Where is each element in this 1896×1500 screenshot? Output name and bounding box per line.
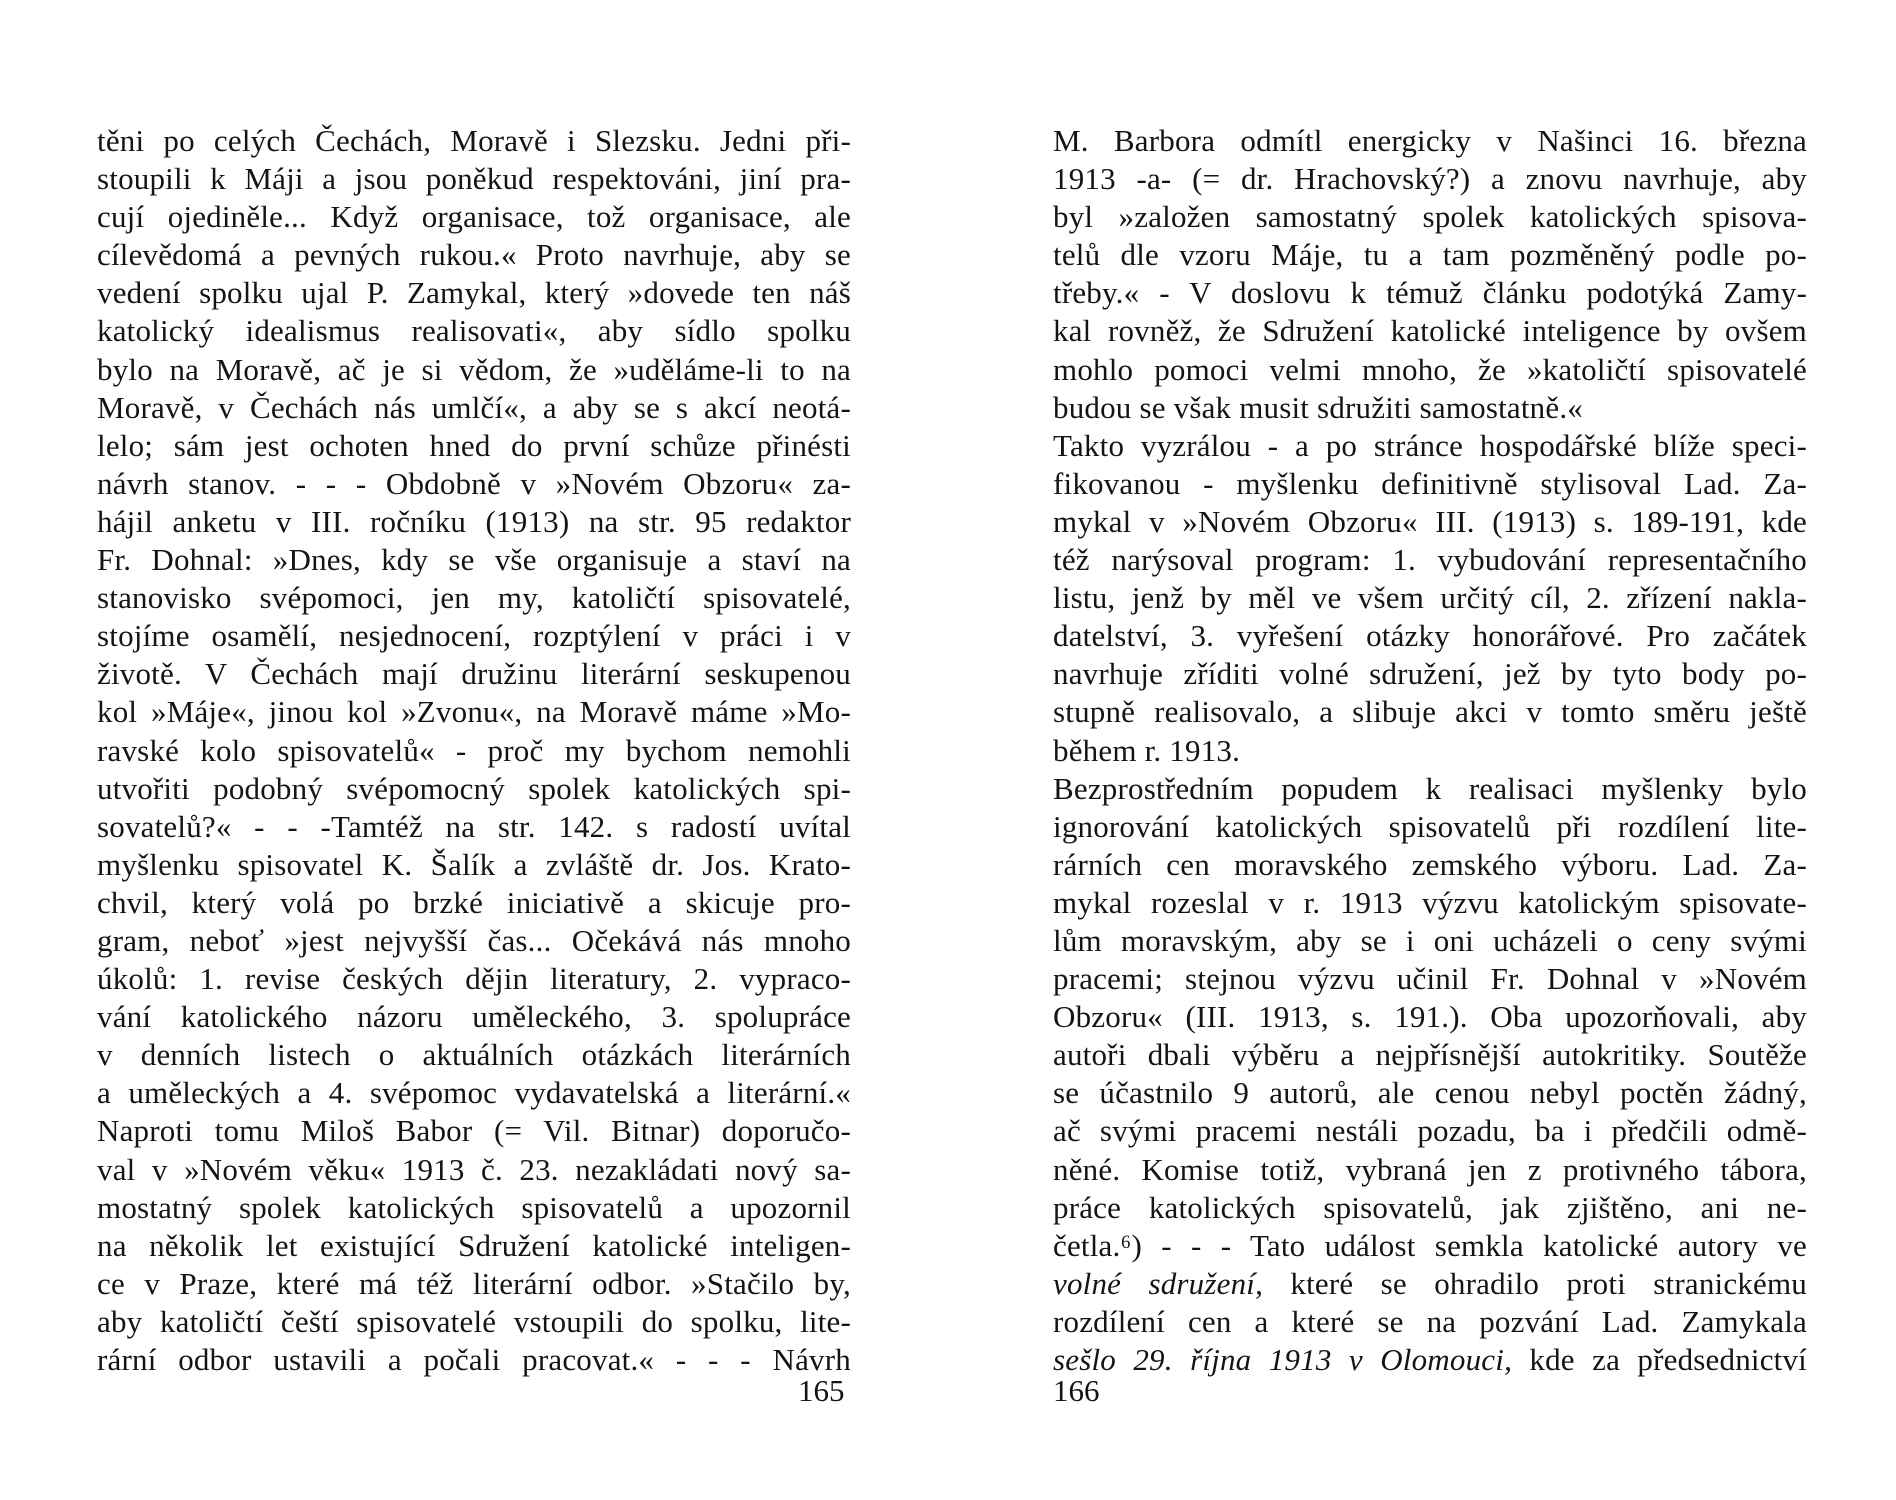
- text-line: ce v Praze, které má též literární odbor. »Stačilo by,: [97, 1265, 851, 1301]
- text-line: se účastnilo 9 autorů, ale cenou nebyl poctěn žádný,: [1053, 1075, 1807, 1111]
- text-line: životě. V Čechách mají družinu literární seskupenou: [97, 656, 851, 692]
- text-line: stanovisko svépomoci, jen my, katoličtí spisovatelé,: [97, 580, 851, 616]
- page-number: 165: [798, 1373, 845, 1408]
- text-line: Naproti tomu Miloš Babor (= Vil. Bitnar) doporučo-: [97, 1113, 851, 1149]
- text-line: četla.⁶) - - - Tato událost semkla katolické autory ve: [1053, 1227, 1807, 1263]
- text-line: Moravě, v Čechách nás umlčí«, a aby se s akcí neotá-: [97, 389, 851, 425]
- text-line: těni po celých Čechách, Moravě i Slezsku. Jedni při-: [97, 123, 851, 158]
- text-line: ignorování katolických spisovatelů při rozdílení lite-: [1053, 808, 1807, 844]
- text-line: třeby.« - V doslovu k témuž článku podotýká Zamy-: [1053, 275, 1807, 311]
- text-line: Bezprostředním popudem k realisaci myšlenky bylo: [1053, 770, 1807, 806]
- text-line: bylo na Moravě, ač je si vědom, že »uděláme-li to na: [97, 351, 851, 387]
- text-line: myšlenku spisovatel K. Šalík a zvláště dr. Jos. Krato-: [97, 846, 851, 882]
- text-line: mykal rozeslal v r. 1913 výzvu katolickým spisovate-: [1053, 884, 1807, 920]
- text-line: stupně realisovalo, a slibuje akci v tomto směru ještě: [1053, 694, 1807, 730]
- text-line: stoupili k Máji a jsou poněkud respektováni, jiní pra-: [97, 161, 851, 197]
- text-line: cují ojediněle... Když organisace, tož organisace, ale: [97, 199, 851, 235]
- text-line: lelo; sám jest ochoten hned do první schůze přinésti: [97, 427, 851, 463]
- text-line: mostatný spolek katolických spisovatelů a upozornil: [97, 1189, 851, 1225]
- left-page-text: [97, 122, 851, 1379]
- text-line: kol »Máje«, jinou kol »Zvonu«, na Moravě máme »Mo-: [97, 694, 851, 730]
- text-line: v denních listech o aktuálních otázkách literárních: [97, 1037, 851, 1073]
- text-line: a uměleckých a 4. svépomoc vydavatelská a literární.«: [97, 1075, 851, 1111]
- text-line: katolický idealismus realisovati«, aby sídlo spolku: [97, 313, 851, 349]
- text-line: lům moravským, aby se i oni ucházeli o ceny svými: [1053, 922, 1807, 958]
- text-line: 1913 -a- (= dr. Hrachovský?) a znovu navrhuje, aby: [1053, 161, 1807, 197]
- text-line: gram, neboť »jest nejvyšší čas... Očekává nás mnoho: [97, 922, 851, 958]
- text-line: mykal v »Novém Obzoru« III. (1913) s. 189-191, kde: [1053, 503, 1807, 539]
- text-line: stojíme osamělí, nesjednocení, rozptýlení v práci i v: [97, 618, 851, 654]
- text-line: autoři dbali výběru a nejpřísnější autokritiky. Soutěže: [1053, 1037, 1807, 1073]
- text-line: sovatelů?« - - -Tamtéž na str. 142. s radostí uvítal: [97, 808, 851, 844]
- text-line: vedení spolku ujal P. Zamykal, který »dovede ten náš: [97, 275, 851, 311]
- right-page-text: [1053, 122, 1807, 1379]
- text-line: Takto vyzrálou - a po stránce hospodářské blíže speci-: [1053, 427, 1807, 463]
- text-line: rárních cen moravského zemského výboru. Lad. Za-: [1053, 846, 1807, 882]
- text-line: rozdílení cen a které se na pozvání Lad. Zamykala: [1053, 1303, 1807, 1339]
- italic-phrase: sešlo 29. října 1913 v Olomouci,: [1053, 1342, 1513, 1377]
- text-line: vání katolického názoru uměleckého, 3. spolupráce: [97, 999, 851, 1035]
- text-line: ravské kolo spisovatelů« - proč my bychom nemohli: [97, 732, 851, 768]
- text-line: hájil anketu v III. ročníku (1913) na str. 95 redaktor: [97, 503, 851, 539]
- text-line: datelství, 3. vyřešení otázky honorářové. Pro začátek: [1053, 618, 1807, 654]
- text-line: budou se však musit sdružiti samostatně.«: [1053, 389, 1583, 425]
- line-text: které se ohradilo proti stranickému: [1263, 1265, 1807, 1301]
- text-line: [1053, 1265, 1807, 1303]
- line-text: kde za předsednictví: [1512, 1342, 1807, 1377]
- text-line: práce katolických spisovatelů, jak zjištěno, ani ne-: [1053, 1189, 1807, 1225]
- text-line: Obzoru« (III. 1913, s. 191.). Oba upozorňovali, aby: [1053, 999, 1807, 1035]
- text-line: aby katoličtí čeští spisovatelé vstoupili do spolku, lite-: [97, 1303, 851, 1339]
- text-line: něné. Komise totiž, vybraná jen z protivného tábora,: [1053, 1151, 1807, 1187]
- italic-phrase: volné sdružení,: [1053, 1265, 1264, 1301]
- text-line: též narýsoval program: 1. vybudování representačního: [1053, 542, 1807, 578]
- text-line: během r. 1913.: [1053, 732, 1241, 768]
- text-line: M. Barbora odmítl energicky v Našinci 16. března: [1053, 123, 1807, 158]
- text-line: pracemi; stejnou výzvu učinil Fr. Dohnal v »Novém: [1053, 961, 1807, 997]
- text-line: kal rovněž, že Sdružení katolické inteligence by ovšem: [1053, 313, 1807, 349]
- right-page: [948, 0, 1896, 1500]
- text-line: návrh stanov. - - - Obdobně v »Novém Obzoru« za-: [97, 465, 851, 501]
- text-line: ač svými pracemi nestáli pozadu, ba i předčili odmě-: [1053, 1113, 1807, 1149]
- text-line: na několik let existující Sdružení katolické inteligen-: [97, 1227, 851, 1263]
- text-line: telů dle vzoru Máje, tu a tam pozměněný podle po-: [1053, 237, 1807, 273]
- text-line: navrhuje zříditi volné sdružení, jež by tyto body po-: [1053, 656, 1807, 692]
- text-line: úkolů: 1. revise českých dějin literatury, 2. vypraco-: [97, 961, 851, 997]
- text-line: val v »Novém věku« 1913 č. 23. nezakládati nový sa-: [97, 1151, 851, 1187]
- text-line: listu, jenž by měl ve všem určitý cíl, 2. zřízení nakla-: [1053, 580, 1807, 616]
- text-line: chvil, který volá po brzké iniciativě a skicuje pro-: [97, 884, 851, 920]
- text-line: mohlo pomoci velmi mnoho, že »katoličtí spisovatelé: [1053, 351, 1807, 387]
- text-line: fikovanou - myšlenku definitivně stylisoval Lad. Za-: [1053, 465, 1807, 501]
- text-line: cílevědomá a pevných rukou.« Proto navrhuje, aby se: [97, 237, 851, 273]
- text-line: [1053, 1341, 1807, 1379]
- text-line: Fr. Dohnal: »Dnes, kdy se vše organisuje a staví na: [97, 542, 851, 578]
- text-line: rární odbor ustavili a počali pracovat.« - - - Návrh: [97, 1342, 851, 1377]
- text-line: byl »založen samostatný spolek katolických spisova-: [1053, 199, 1807, 235]
- page-number: 166: [1053, 1373, 1100, 1408]
- text-line: utvořiti podobný svépomocný spolek katolických spi-: [97, 770, 851, 806]
